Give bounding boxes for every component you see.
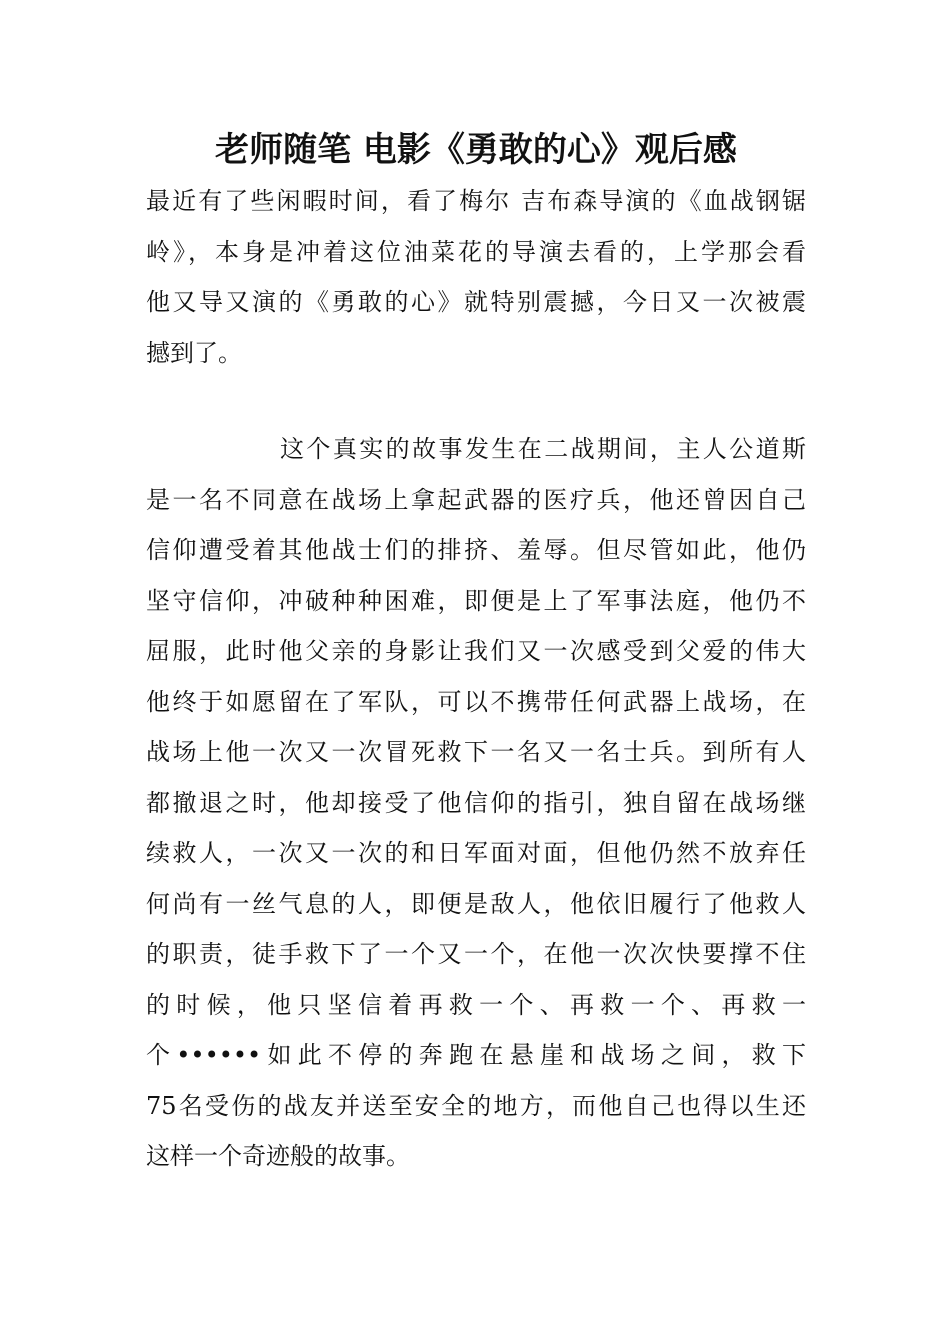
text-line: 信仰遭受着其他战士们的排挤、羞辱。但尽管如此，他仍: [146, 536, 806, 564]
text-line: 是一名不同意在战场上拿起武器的医疗兵，他还曾因自己: [146, 485, 806, 514]
paragraph-1: [146, 176, 806, 378]
text-line: 坚守信仰，冲破种种困难，即便是上了军事法庭，他仍不: [146, 586, 806, 615]
text-line: 最近有了些闲暇时间，看了梅尔 吉布森导演的《血战钢锯: [146, 187, 806, 215]
text-line: 何尚有一丝气息的人，即便是敌人，他依旧履行了他救人: [146, 889, 806, 918]
document-title: 老师随笔 电影《勇敢的心》观后感: [215, 130, 737, 170]
text-line: 的职责，徒手救下了一个又一个，在他一次次快要撑不住: [146, 940, 806, 968]
text-line: 个••••••如此不停的奔跑在悬崖和战场之间，救下: [146, 1041, 806, 1069]
text-line: 他又导又演的《勇敢的心》就特别震撼，今日又一次被震: [146, 288, 806, 316]
text-line: 这个真实的故事发生在二战期间，主人公道斯: [280, 435, 806, 463]
text-line: 撼到了。: [146, 338, 242, 367]
text-line: 他终于如愿留在了军队，可以不携带任何武器上战场，在: [146, 687, 806, 716]
paragraph-2: [146, 424, 806, 1182]
text-line: 续救人，一次又一次的和日军面对面，但他仍然不放弃任: [146, 839, 806, 867]
text-line: 这样一个奇迹般的故事。: [146, 1142, 410, 1170]
text-line: 战场上他一次又一次冒死救下一名又一名士兵。到所有人: [146, 738, 806, 766]
text-line: 75名受伤的战友并送至安全的地方，而他自己也得以生还: [146, 1091, 806, 1120]
text-line: 都撤退之时，他却接受了他信仰的指引，独自留在战场继: [146, 788, 806, 817]
text-line: 的时候，他只坚信着再救一个、再救一个、再救一: [146, 990, 806, 1019]
text-line: 岭》，本身是冲着这位油菜花的导演去看的，上学那会看: [146, 237, 806, 266]
text-line: 屈服，此时他父亲的身影让我们又一次感受到父爱的伟大: [146, 637, 806, 665]
